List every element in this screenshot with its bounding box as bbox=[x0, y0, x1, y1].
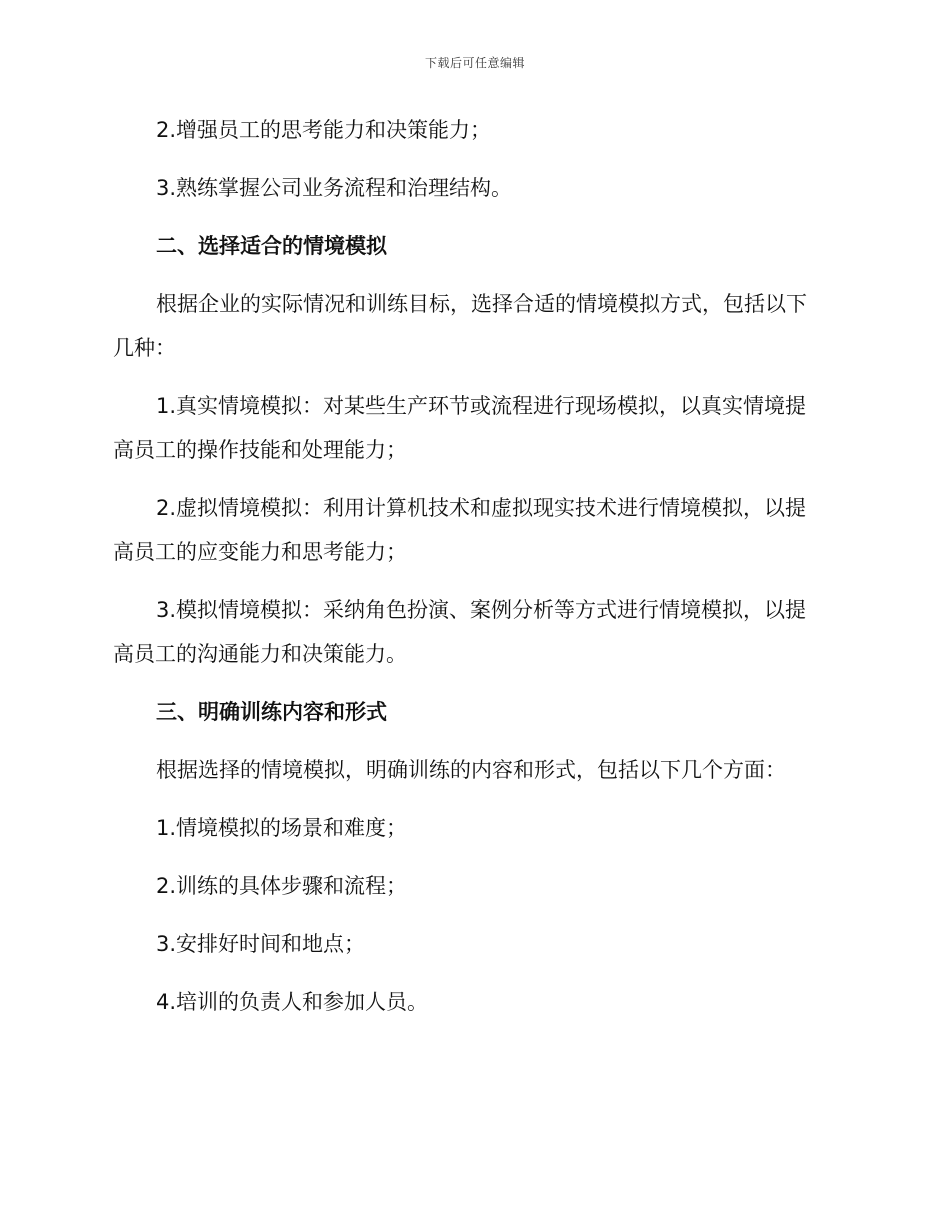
paragraph-intro-simulation bbox=[113, 282, 833, 370]
document-body bbox=[113, 108, 833, 1038]
section-heading-3: 三、明确训练内容和形式 bbox=[156, 700, 387, 724]
paragraph-virtual-simulation bbox=[113, 486, 833, 574]
paragraph-line: 1.真实情境模拟：对某些生产环节或流程进行现场模拟，以真实情境提 bbox=[156, 394, 807, 418]
list-item: 4.培训的负责人和参加人员。 bbox=[156, 990, 429, 1014]
paragraph-role-simulation bbox=[113, 588, 833, 676]
paragraph-line: 高员工的操作技能和处理能力； bbox=[113, 438, 407, 462]
paragraph-objective-2: 2.增强员工的思考能力和决策能力； bbox=[156, 118, 492, 142]
paragraph-line: 根据企业的实际情况和训练目标，选择合适的情境模拟方式，包括以下 bbox=[156, 292, 807, 316]
paragraph-line: 2.虚拟情境模拟：利用计算机技术和虚拟现实技术进行情境模拟，以提 bbox=[156, 496, 807, 520]
paragraph-content-intro: 根据选择的情境模拟，明确训练的内容和形式，包括以下几个方面： bbox=[156, 758, 786, 782]
paragraph-line: 3.模拟情境模拟：采纳角色扮演、案例分析等方式进行情境模拟，以提 bbox=[156, 598, 807, 622]
header-note: 下载后可任意编辑 bbox=[424, 56, 525, 70]
section-heading-2: 二、选择适合的情境模拟 bbox=[156, 234, 387, 258]
paragraph-real-simulation bbox=[113, 384, 833, 472]
list-item: 3.安排好时间和地点； bbox=[156, 932, 366, 956]
paragraph-objective-3: 3.熟练掌握公司业务流程和治理结构。 bbox=[156, 176, 513, 200]
paragraph-line: 高员工的应变能力和思考能力； bbox=[113, 540, 407, 564]
list-item: 2.训练的具体步骤和流程； bbox=[156, 874, 408, 898]
paragraph-line: 高员工的沟通能力和决策能力。 bbox=[113, 642, 407, 666]
paragraph-line: 几种： bbox=[113, 336, 176, 360]
list-item: 1.情境模拟的场景和难度； bbox=[156, 816, 408, 840]
